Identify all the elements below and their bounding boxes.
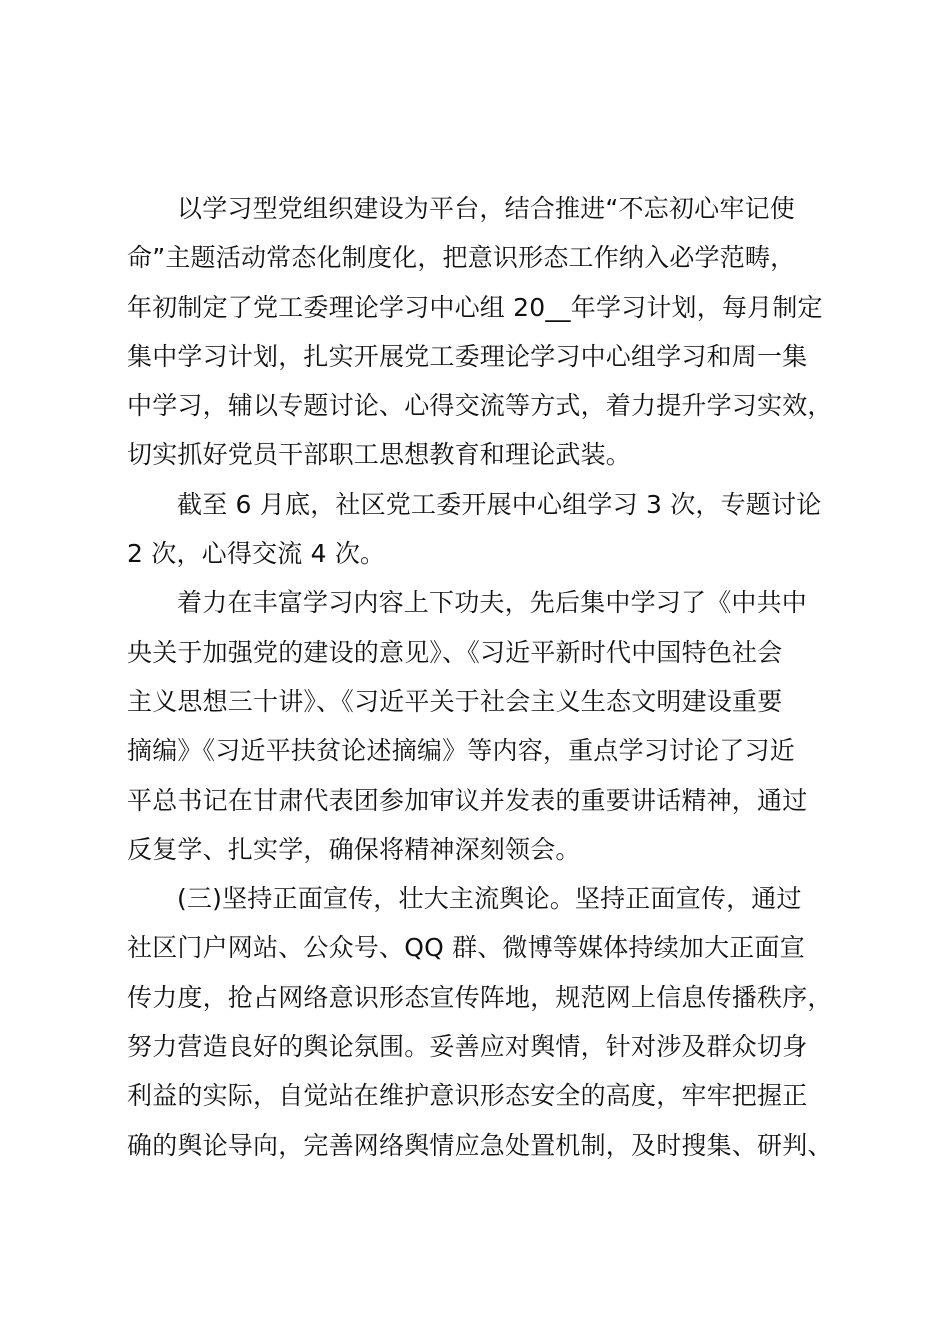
paragraph-2-line-1: 截至 6 月底，社区党工委开展中心组学习 3 次，专题讨论: [177, 489, 822, 519]
paragraph-4-line-3: 传力度，抢占网络意识形态宣传阵地，规范网上信息传播秩序，: [127, 982, 833, 1012]
paragraph-3-line-3: 主义思想三十讲》、《习近平关于社会主义生态文明建设重要: [127, 686, 783, 716]
paragraph-4-line-2: 社区门户网站、公众号、QQ 群、微博等媒体持续加大正面宣: [127, 933, 805, 963]
paragraph-1-line-1: 以学习型党组织建设为平台，结合推进“不忘初心牢记使: [177, 194, 795, 223]
paragraph-3-line-4: 摘编》《习近平扶贫论述摘编》等内容，重点学习讨论了习近: [127, 736, 795, 766]
paragraph-3-line-5: 平总书记在甘肃代表团参加审议并发表的重要讲话精神，通过: [127, 785, 808, 815]
document-body: [127, 184, 853, 1170]
paragraph-4-line-5: 利益的实际，自觉站在维护意识形态安全的高度，牢牢把握正: [127, 1081, 808, 1111]
paragraph-2-line-2: 2 次，心得交流 4 次。: [127, 539, 386, 569]
paragraph-4-line-6: 确的舆论导向，完善网络舆情应急处置机制，及时搜集、研判、: [127, 1130, 833, 1160]
paragraph-3-line-2: 央关于加强党的建设的意见》、《习近平新时代中国特色社会: [127, 637, 783, 667]
paragraph-1-line-3: 年初制定了党工委理论学习中心组 20__年学习计划，每月制定: [127, 292, 823, 322]
paragraph-3-line-1: 着力在丰富学习内容上下功夫，先后集中学习了《中共中: [177, 588, 808, 618]
paragraph-3-line-6: 反复学、扎实学，确保将精神深刻领会。: [127, 834, 581, 864]
paragraph-4-line-1: (三)坚持正面宣传，壮大主流舆论。坚持正面宣传，通过: [177, 884, 802, 914]
paragraph-1-line-4: 集中学习计划，扎实开展党工委理论学习中心组学习和周一集: [127, 341, 808, 371]
paragraph-4-line-4: 努力营造良好的舆论氛围。妥善应对舆情，针对涉及群众切身: [127, 1032, 808, 1062]
paragraph-1-line-6: 切实抓好党员干部职工思想教育和理论武装。: [127, 440, 632, 470]
paragraph-1-line-5: 中学习，辅以专题讨论、心得交流等方式，着力提升学习实效，: [127, 391, 833, 421]
paragraph-1-line-2: 命”主题活动常态化制度化，把意识形态工作纳入必学范畴，: [127, 243, 796, 273]
